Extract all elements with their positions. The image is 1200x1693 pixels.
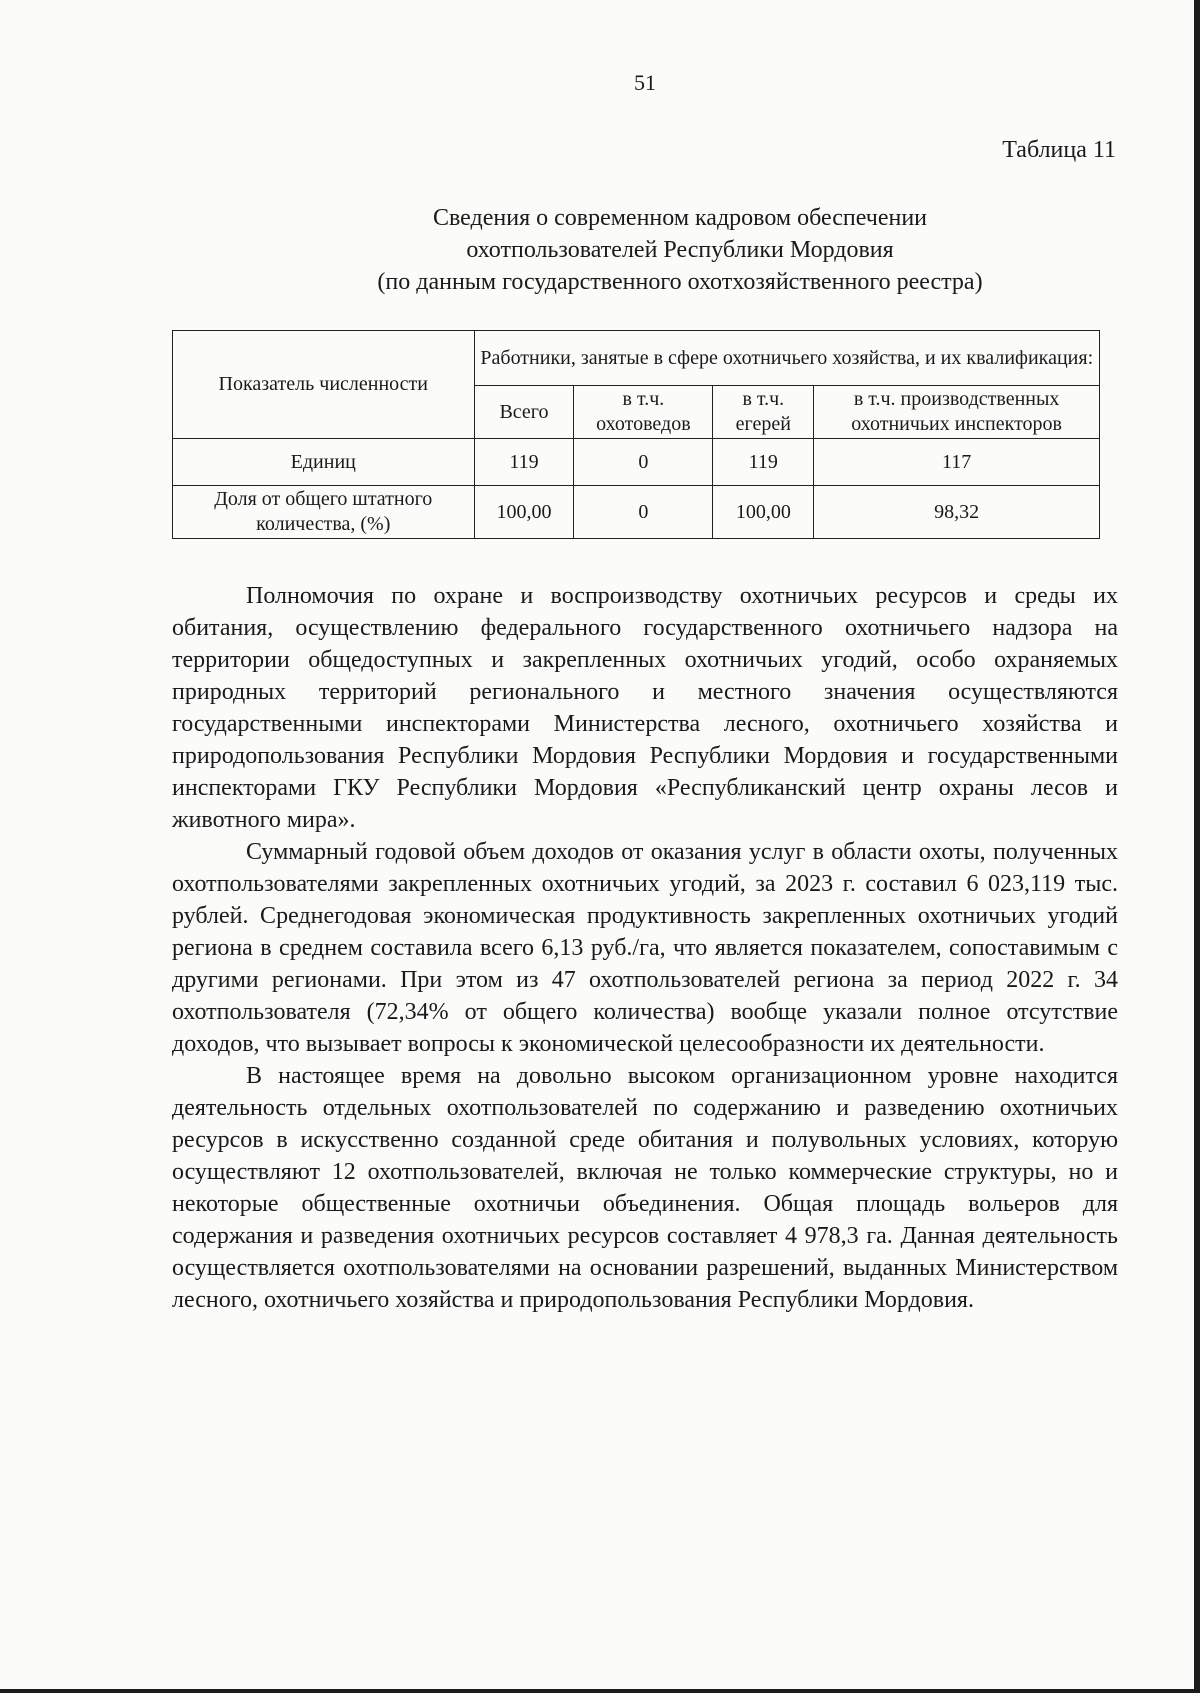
table-cell: 0 (574, 439, 713, 486)
table-row (173, 439, 1100, 486)
table-cell: 0 (574, 486, 713, 539)
indicator-header: Показатель численности (173, 331, 475, 439)
row-label: Доля от общего штатного количества, (%) (173, 486, 475, 539)
table-title-line: Сведения о современном кадровом обеспечении (432, 205, 928, 231)
scan-border (0, 1689, 1200, 1693)
column-header-gamekeepers: в т.ч. егерей (713, 386, 814, 439)
table-cell: 100,00 (474, 486, 574, 539)
column-header-game-managers: в т.ч. охотоведов (574, 386, 713, 439)
paragraph: Суммарный годовой объем доходов от оказания услуг в области охоты, полученных охотпользователями закрепленных охотничьих угодий, за 2023 г. составил 6 023,119 тыс. рублей. Среднегодовая экономическая продуктивность закрепленных охотничьих угодий региона в среднем составила всего 6,13 руб./га, что является показателем, сопоставимым с другими регионами. При этом из 47 охотпользователей региона за период 2022 г. 34 охотпользователя (72,34% от общего количества) вообще указали полное отсутствие доходов, что вызывает вопросы к экономической целесообразности их деятельности. (172, 839, 1118, 1057)
paragraph: В настоящее время на довольно высоком организационном уровне находится деятельность отдельных охотпользователей по содержанию и разведению охотничьих ресурсов в искусственно созданной среде обитания и полувольных условиях, которую осуществляют 12 охотпользователей, включая не только коммерческие структуры, но и некоторые общественные охотничьи объединения. Общая площадь вольеров для содержания и разведения охотничьих ресурсов составляет 4 978,3 га. Данная деятельность осуществляется охотпользователями на основании разрешений, выданных Министерством лесного, охотничьего хозяйства и природопользования Республики Мордовия. (172, 1063, 1118, 1313)
column-header-inspectors: в т.ч. производственных охотничьих инспекторов (814, 386, 1100, 439)
page-number: 51 (634, 70, 656, 95)
workers-group-header: Работники, занятые в сфере охотничьего хозяйства, и их квалификация: (474, 331, 1099, 386)
scan-border (1194, 0, 1200, 1693)
paragraph: Полномочия по охране и воспроизводству охотничьих ресурсов и среды их обитания, осуществлению федерального государственного охотничьего надзора на территории общедоступных и закрепленных охотничьих угодий, особо охраняемых природных территорий регионального и местного значения осуществляются государственными инспекторами Министерства лесного, охотничьего хозяйства и природопользования Республики Мордовия Республики Мордовия и государственными инспекторами ГКУ Республики Мордовия «Республиканский центр охраны лесов и животного мира». (172, 583, 1118, 833)
row-label: Единиц (173, 439, 475, 486)
table-label: Таблица 11 (1002, 137, 1116, 163)
table-cell: 98,32 (814, 486, 1100, 539)
table-cell: 119 (713, 439, 814, 486)
table-cell: 100,00 (713, 486, 814, 539)
table-header-row (173, 331, 1100, 386)
table-title-line: (по данным государственного охотхозяйственного реестра) (377, 269, 983, 295)
table-cell: 117 (814, 439, 1100, 486)
table-title (250, 202, 1110, 298)
table-cell: 119 (474, 439, 574, 486)
body-text (172, 580, 1118, 1316)
table-row (173, 486, 1100, 539)
staffing-table (172, 330, 1100, 539)
column-header-total: Всего (474, 386, 574, 439)
table-title-line: охотпользователей Республики Мордовия (466, 237, 894, 263)
